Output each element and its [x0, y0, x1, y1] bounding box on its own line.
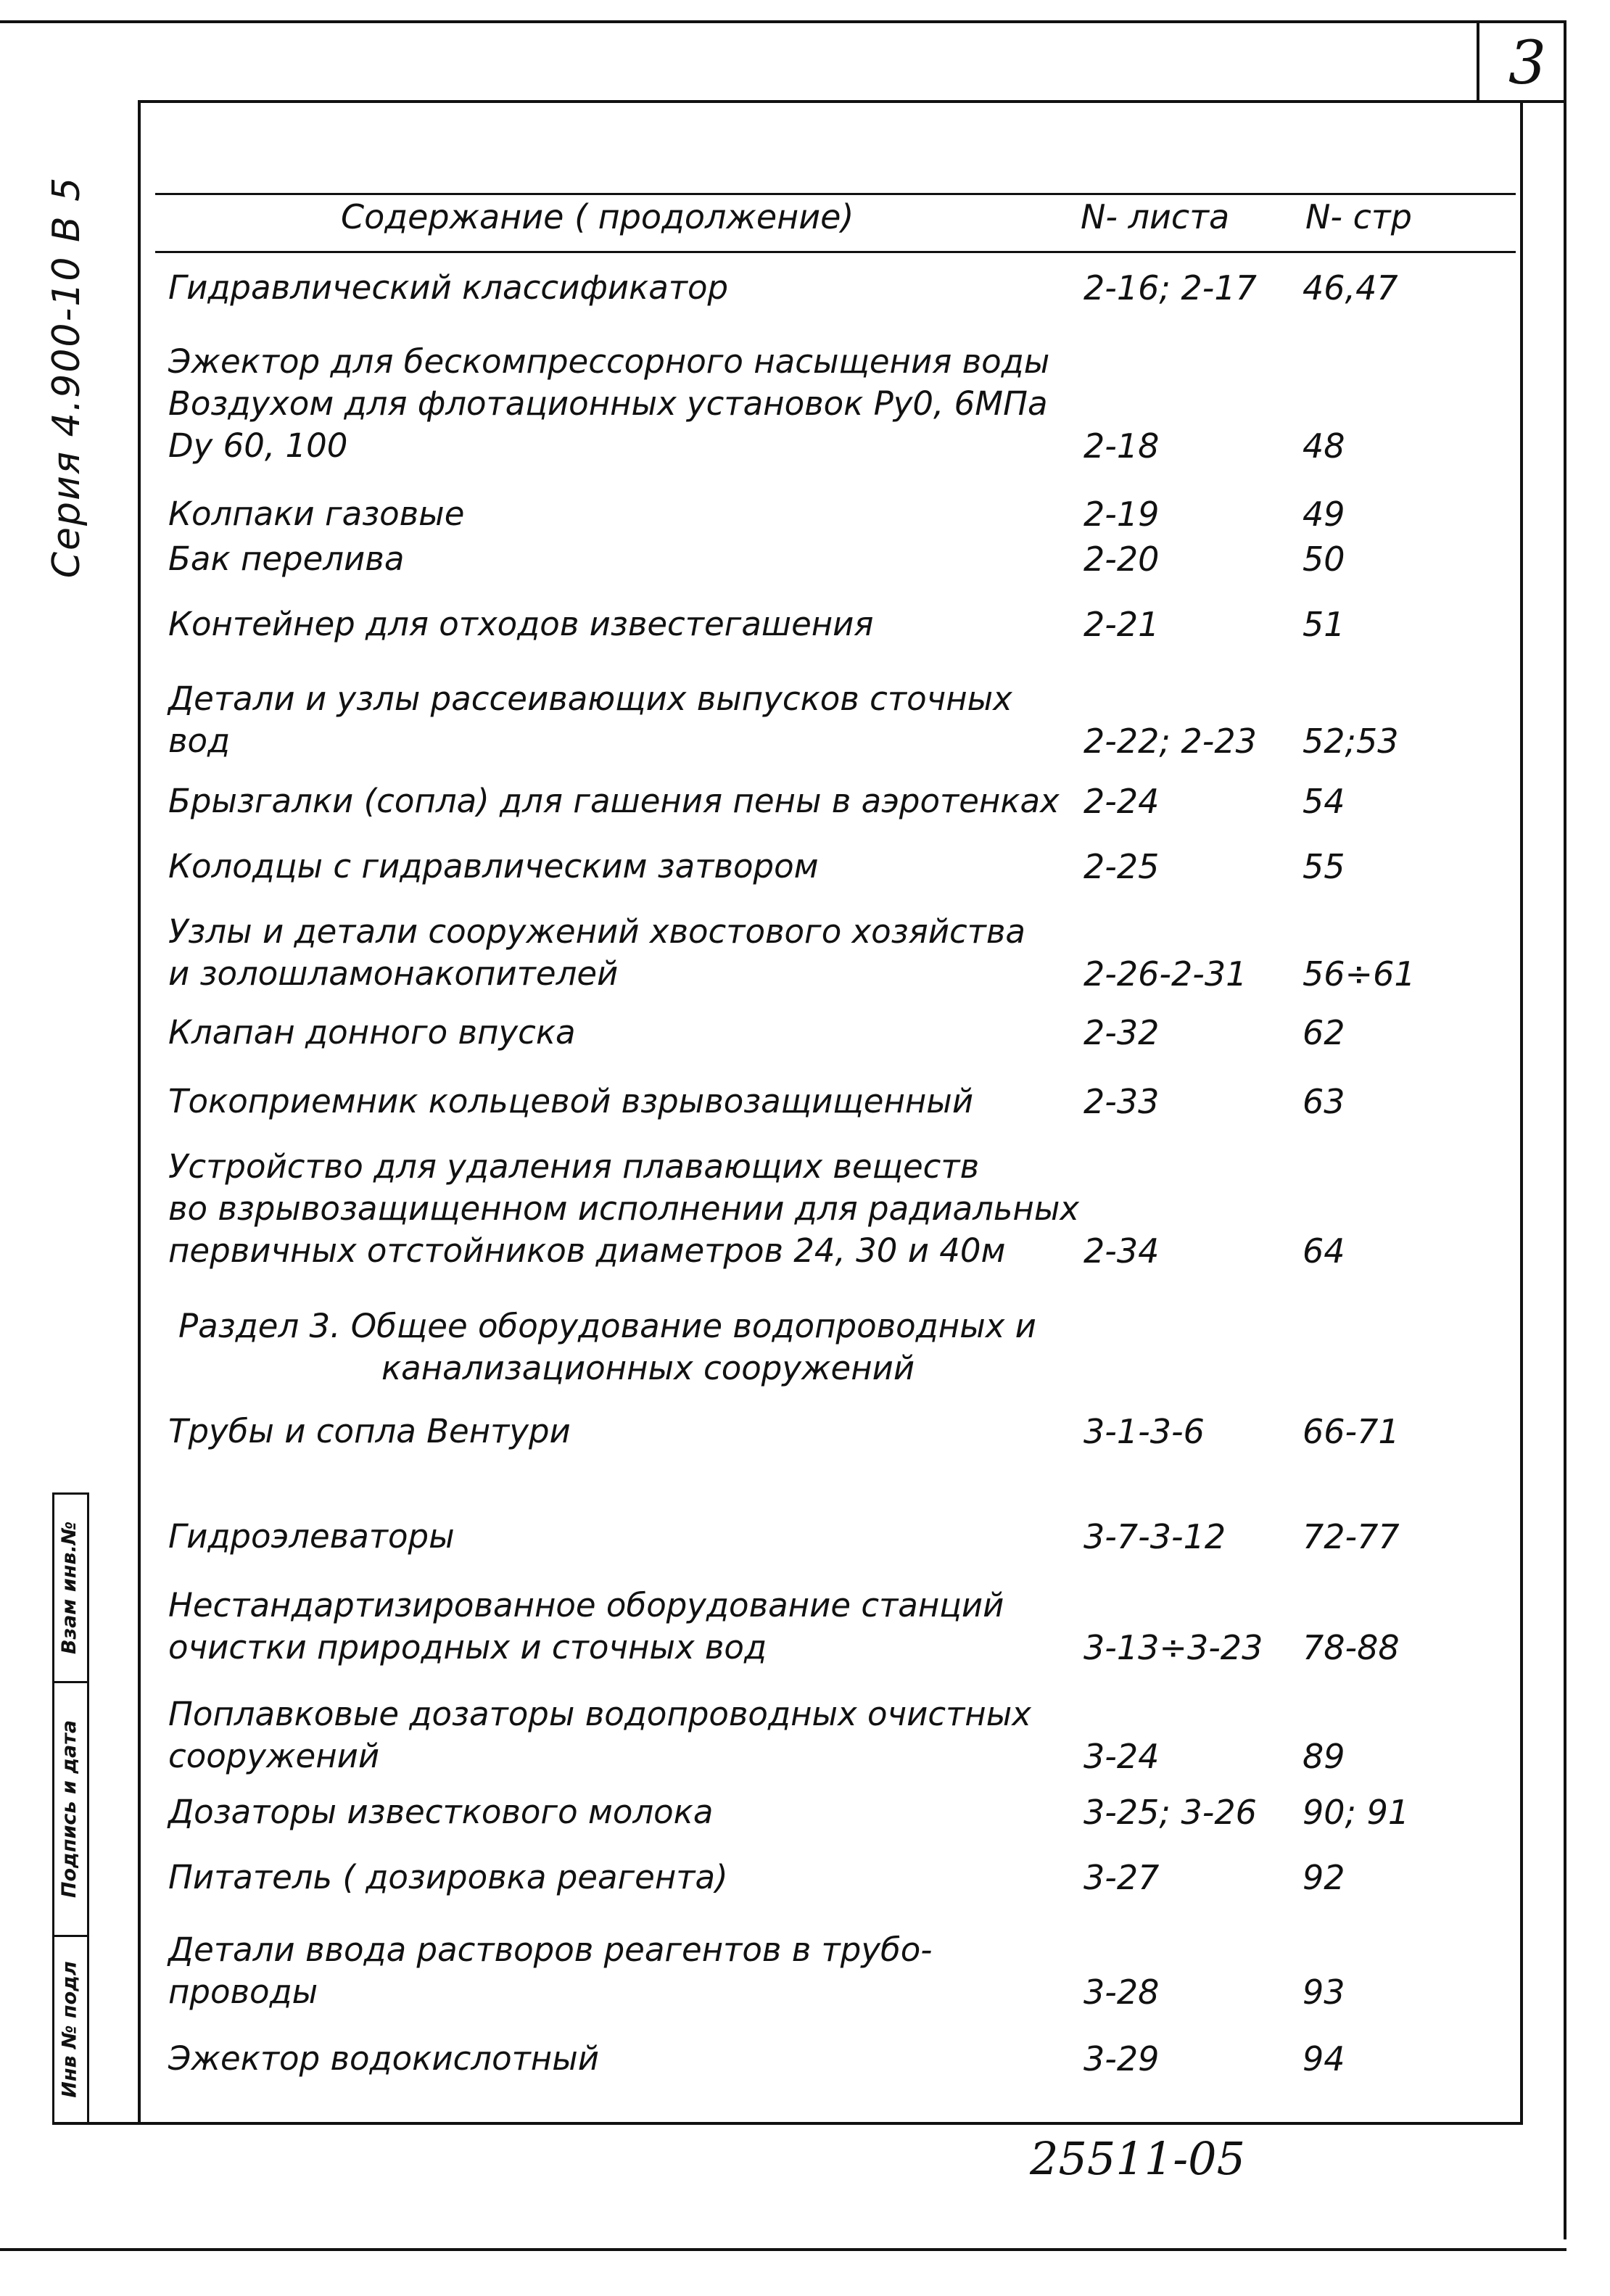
- sheet-number: 3-24: [1083, 1737, 1160, 1776]
- stamp-cell-signature-date: [52, 1684, 87, 1933]
- row-title: [168, 780, 1140, 822]
- row-title: [168, 538, 1140, 580]
- row-title: [168, 1693, 1140, 1777]
- sheet-number: 3-29: [1083, 2039, 1160, 2078]
- row-title-line: Эжектор водокислотный: [168, 2039, 600, 2078]
- row-title: [168, 1857, 1140, 1899]
- stamp-label: Взам инв.№: [58, 1521, 81, 1654]
- page-number-cell: 56÷61: [1303, 954, 1416, 994]
- sheet-number: 2-18: [1083, 426, 1160, 466]
- sheet-number: 2-21: [1083, 605, 1160, 644]
- sheet-number: 2-25: [1083, 847, 1160, 886]
- row-title: [168, 1516, 1140, 1558]
- row-title-line: Поплавковые дозаторы водопроводных очистных: [168, 1695, 1031, 1733]
- row-title: [168, 911, 1140, 995]
- row-title: [178, 1305, 1150, 1389]
- page-number-cell: 72-77: [1303, 1517, 1400, 1556]
- page-number-cell: 78-88: [1303, 1628, 1400, 1667]
- page-number-cell: 89: [1303, 1737, 1345, 1776]
- sheet-number: 2-22; 2-23: [1083, 722, 1257, 761]
- frame-top: [138, 100, 1537, 103]
- page-number-cell: 92: [1303, 1858, 1345, 1897]
- page-number-cell: 52;53: [1303, 722, 1399, 761]
- sheet-number: 3-1-3-6: [1083, 1412, 1205, 1451]
- row-title: [168, 1081, 1140, 1123]
- row-title-line: Dy 60, 100: [168, 426, 348, 465]
- row-title-line: Токоприемник кольцевой взрывозащищенный: [168, 1082, 974, 1120]
- row-title: [168, 1012, 1140, 1054]
- row-title-line: канализационных сооружений: [381, 1349, 915, 1387]
- page-number: 3: [1508, 29, 1547, 98]
- page-number-cell: 63: [1303, 1082, 1345, 1121]
- row-title: [168, 493, 1140, 535]
- row-title-line: Колпаки газовые: [168, 495, 465, 533]
- page-number-cell: 93: [1303, 1973, 1345, 2012]
- row-title: [168, 267, 1140, 309]
- page-number-box-left: [1477, 20, 1479, 102]
- page-number-cell: 46,47: [1303, 268, 1398, 307]
- sheet-number: 2-24: [1083, 782, 1160, 821]
- top-border: [0, 20, 1566, 23]
- frame-right: [1520, 100, 1523, 2123]
- row-title-line: Гидравлический классификатор: [168, 268, 729, 307]
- row-title-line: Бак перелива: [168, 540, 405, 578]
- sheet-number: 3-7-3-12: [1083, 1517, 1226, 1556]
- stamp-cell-replace-inv: [52, 1495, 87, 1680]
- row-title-line: во взрывозащищенном исполнении для радиальных: [168, 1189, 1080, 1228]
- page-number-cell: 51: [1303, 605, 1345, 644]
- row-title: [168, 1929, 1140, 2013]
- row-title-line: Колодцы с гидравлическим затвором: [168, 847, 819, 885]
- row-title-line: Узлы и детали сооружений хвостового хозяйства: [168, 912, 1025, 951]
- sheet-number: 2-19: [1083, 495, 1160, 534]
- row-title-line: Нестандартизированное оборудование станций: [168, 1586, 1004, 1624]
- stamp-top-line: [52, 1492, 87, 1495]
- stamp-divider-2: [52, 1935, 87, 1937]
- sheet-column-header: N- листа: [1081, 197, 1230, 236]
- page-number-cell: 55: [1303, 847, 1345, 886]
- sheet-number: 2-20: [1083, 540, 1160, 579]
- sheet-number: 2-26-2-31: [1083, 954, 1247, 994]
- header-rule-bottom: [155, 251, 1516, 253]
- row-title: [168, 678, 1140, 762]
- row-title: [168, 1585, 1140, 1669]
- page-number-cell: 94: [1303, 2039, 1345, 2078]
- stamp-divider-1: [52, 1681, 87, 1683]
- row-title-line: Трубы и сопла Вентури: [168, 1412, 571, 1450]
- page-number-cell: 64: [1303, 1231, 1345, 1271]
- frame-bottom: [52, 2122, 1523, 2125]
- sheet-number: 2-34: [1083, 1231, 1160, 1271]
- row-title: [168, 1791, 1140, 1833]
- page-number-cell: 54: [1303, 782, 1345, 821]
- right-border: [1564, 20, 1566, 2239]
- row-title-line: Воздухом для флотационных установок Ру0, 6МПа: [168, 384, 1048, 423]
- stamp-mid-line: [87, 1492, 89, 2123]
- row-title-line: Раздел 3. Общее оборудование водопроводных и: [178, 1307, 1036, 1345]
- row-title-line: Клапан донного впуска: [168, 1013, 576, 1052]
- sheet-number: 3-25; 3-26: [1083, 1793, 1257, 1832]
- table-title: Содержание ( продолжение): [341, 197, 854, 236]
- series-label: Серия 4.900-10 В 5: [45, 175, 88, 579]
- row-title-line: Питатель ( дозировка реагента): [168, 1858, 728, 1896]
- sheet-number: 3-28: [1083, 1973, 1160, 2012]
- row-title-line: сооружений: [168, 1737, 380, 1775]
- stamp-label: Инв № подл: [58, 1960, 81, 2098]
- page-number-cell: 62: [1303, 1013, 1345, 1052]
- page-number-cell: 66-71: [1303, 1412, 1400, 1451]
- page-number-cell: 48: [1303, 426, 1345, 466]
- row-title-line: Эжектор для бескомпрессорного насыщения воды: [168, 342, 1050, 381]
- sheet-number: 3-13÷3-23: [1083, 1628, 1263, 1667]
- row-title: [168, 603, 1140, 645]
- page-column-header: N- стр: [1305, 197, 1412, 236]
- row-title: [168, 1411, 1140, 1453]
- row-title-line: очистки природных и сточных вод: [168, 1628, 767, 1667]
- document-code: 25511-05: [1030, 2132, 1246, 2185]
- row-title: [168, 1146, 1140, 1272]
- row-title-line: вод: [168, 722, 231, 760]
- row-title: [168, 341, 1140, 467]
- row-title-line: и золошламонакопителей: [168, 954, 619, 993]
- stamp-cell-orig-inv: [52, 1938, 87, 2121]
- page-number-cell: 50: [1303, 540, 1345, 579]
- stamp-label: Подпись и дата: [58, 1719, 81, 1898]
- row-title-line: Гидроэлеваторы: [168, 1517, 455, 1556]
- row-title-line: проводы: [168, 1973, 318, 2011]
- row-title-line: Детали ввода растворов реагентов в трубо-: [168, 1930, 933, 1969]
- frame-left: [138, 100, 141, 2123]
- row-title-line: Детали и узлы рассеивающих выпусков сточных: [168, 680, 1012, 718]
- sheet-number: 3-27: [1083, 1858, 1160, 1897]
- row-title-line: Контейнер для отходов известегашения: [168, 605, 874, 643]
- sheet-number: 2-33: [1083, 1082, 1160, 1121]
- row-title-line: Дозаторы известкового молока: [168, 1793, 714, 1831]
- page-number-cell: 90; 91: [1303, 1793, 1410, 1832]
- page-number-cell: 49: [1303, 495, 1345, 534]
- row-title-line: первичных отстойников диаметров 24, 30 и 40м: [168, 1231, 1006, 1270]
- sheet-number: 2-16; 2-17: [1083, 268, 1257, 307]
- row-title-line: Устройство для удаления плавающих веществ: [168, 1147, 980, 1186]
- bottom-border: [0, 2248, 1566, 2251]
- row-title-line: Брызгалки (сопла) для гашения пены в аэротенках: [168, 782, 1060, 820]
- row-title: [168, 2038, 1140, 2080]
- header-rule-top: [155, 193, 1516, 195]
- sheet-number: 2-32: [1083, 1013, 1160, 1052]
- row-title: [168, 846, 1140, 888]
